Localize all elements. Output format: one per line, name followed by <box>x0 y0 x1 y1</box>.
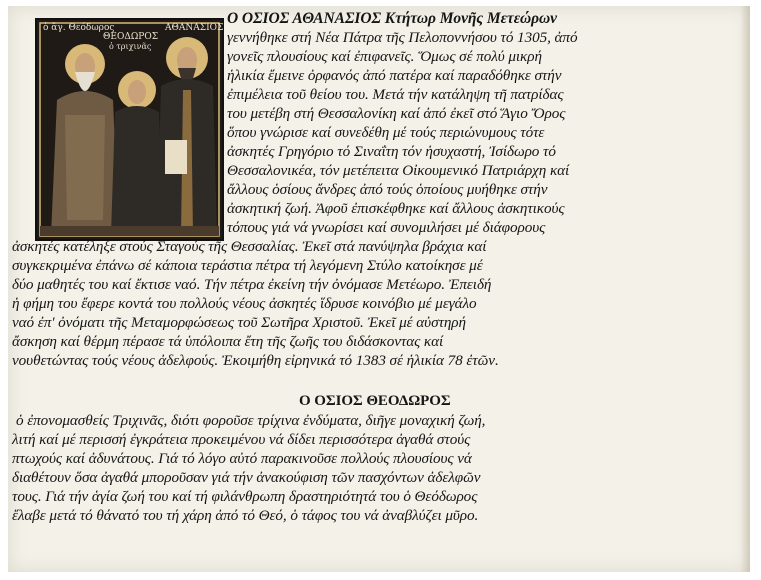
article2-line-3: πτωχούς καί ἀδυνάτους. Γιά τό λόγο αὐτό παρακινοῦσε πολλούς πλουσίους νά <box>12 450 472 467</box>
article1-line-8: Θεσσαλονικέα, τόν μετέπειτα Οἰκουμενικό Πατριάρχη καί <box>227 162 570 179</box>
article1-line-4: ἐπιμέλεια τοῦ θείου του. Μετά τήν κατάληψη τῆ πατρίδας <box>227 86 564 103</box>
article1-line-1: γεννήθηκε στή Νέα Πάτρα τῆς Πελοποννήσου τό 1305, ἀπό <box>227 29 578 46</box>
article1-line-7: ἀσκητές Γρηγόριο τό Σιναΐτη τόν ἡσυχαστή, Ἰσίδωρο τό <box>227 143 556 160</box>
article2-title: Ο ΟΣΙΟΣ ΘΕΟΔΩΡΟΣ <box>299 393 451 409</box>
article1-line-10: ἀσκητική ζωή. Ἀφοῦ ἐπισκέφθηκε καί ἄλλους ἀσκητικούς <box>227 200 565 217</box>
article1-line-12: ἀσκητές κατέληξε στούς Σταγούς τῆς Θεσσαλίας. Ἐκεῖ στά πανύψηλα βράχια καί <box>12 238 487 255</box>
icon-label-left: ὁ ἅγ. Θεόδωρος <box>43 23 115 33</box>
article-text <box>8 6 750 572</box>
article1-line-18: νουθετώντας τούς νέους ἀδελφούς. Ἐκοιμήθη εἰρηνικά τό 1383 σέ ἡλικία 78 ἐτῶν. <box>12 352 499 369</box>
article1-line-3: ἡλικία ἔμεινε ὀρφανός ἀπό πατέρα καί παραδόθηκε στήν <box>227 67 562 84</box>
article1-title: Ο ΟΣΙΟΣ ΑΘΑΝΑΣΙΟΣ Κτήτωρ Μονῆς Μετεώρων <box>227 10 557 27</box>
article1-line-14: δύο μαθητές του καί ἔκτισε ναό. Τήν πέτρα ἐκείνη τήν ὀνόμασε Μετέωρο. Ἐπειδή <box>12 276 492 293</box>
icon-label-right: ΑΘΑΝΑΣΙΟΣ <box>165 23 224 33</box>
article2-line-2: λιτή καί μέ περισσή ἐγκράτεια προκειμένου νά δίδει περισσότερα ἀγαθά στούς <box>12 431 471 448</box>
article1-line-6: ὅπου γνώρισε καί συνεδέθη μέ τούς περιώνυμους τότε <box>227 124 545 141</box>
icon-label-center-sub: ὁ τριχινᾶς <box>109 42 152 51</box>
article1-line-5: του μετέβη στή Θεσσαλονίκη καί ἀπό ἐκεῖ στό Ἅγιο Ὄρος <box>227 105 566 122</box>
article1-line-13: συγκεκριμένα ἐπάνω σέ κάποια τεράστια πέτρα τή λεγόμενη Στύλο κατοίκησε μέ <box>12 257 483 274</box>
article2-line-6: ἔλαβε μετά τό θάνατό του τή χάρη ἀπό τό Θεό, ὁ τάφος του νά ἀναβλύζει μῦρο. <box>12 507 479 524</box>
icon-label-center-top: ΘΕΟΔΩΡΟΣ <box>103 32 159 42</box>
article1-line-2: γονεῖς πλουσίους καί ἐπιφανεῖς. Ὅμως σέ πολύ μικρή <box>227 48 542 65</box>
article2-line-4: διαθέτουν ὅσα ἀγαθά μποροῦσαν γιά τήν ἀνακούφιση τῶν πασχόντων ἀδελφῶν <box>12 469 481 486</box>
article1-line-11: τόπους γιά νά γνωρίσει καί συνομιλήσει μέ διάφορους <box>227 219 546 236</box>
article1-line-17: ἄσκηση καί θέρμη πέρασε τά ὑπόλοιπα ἔτη τῆς ζωῆς του διδάσκοντας καί <box>12 333 444 350</box>
article1-line-9: ἄλλους ὁσίους ἄνδρες ἀπό τούς ὁποίους μυήθηκε στήν <box>227 181 548 198</box>
article1-line-15: ἡ φήμη του ἔφερε κοντά του πολλούς νέους ἀσκητές ἵδρυσε κοινόβιο μέ μεγάλο <box>12 295 477 312</box>
printed-page <box>8 6 750 572</box>
article2-line-5: τους. Γιά τήν ἁγία ζωή του καί τή φιλάνθρωπη δραστηριότητά του ὁ Θεόδωρος <box>12 488 478 505</box>
article1-line-16: ναό ἐπ' ὀνόματι τῆς Μεταμορφώσεως τοῦ Σωτῆρα Χριστοῦ. Ἐκεῖ μέ αὐστηρή <box>12 314 466 331</box>
article2-line-1: ὁ ἐπονομασθείς Τριχινᾶς, διότι φοροῦσε τρίχινα ἐνδύματα, διῆγε μοναχική ζωή, <box>16 412 486 429</box>
